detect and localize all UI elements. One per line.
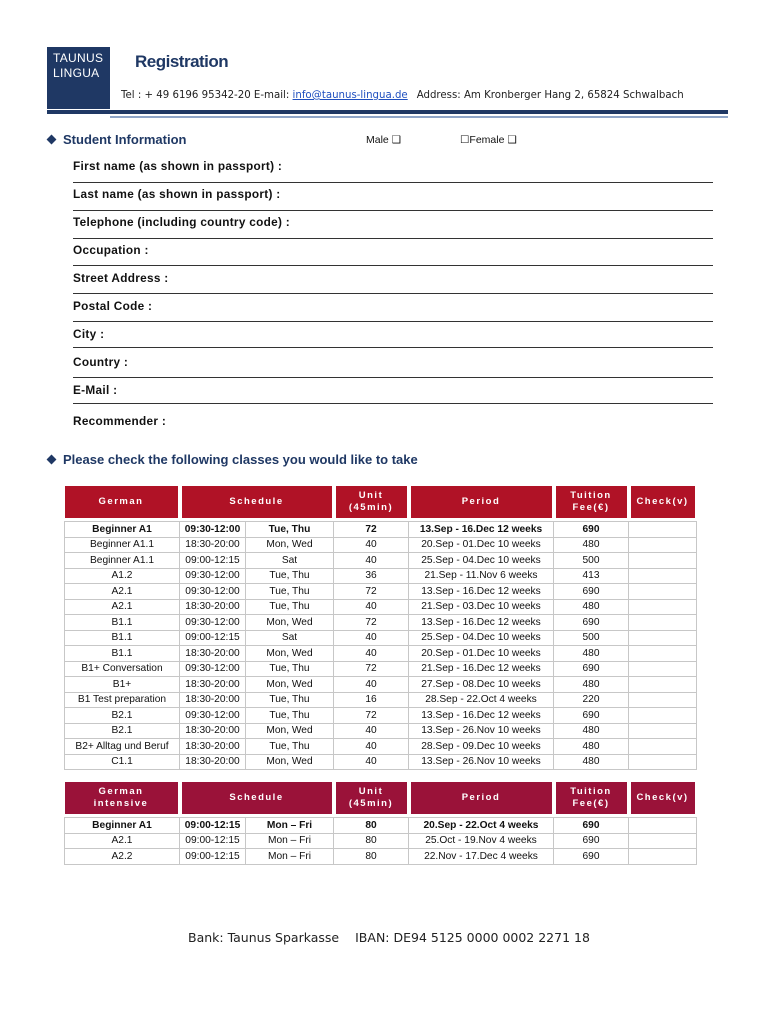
course-cell: Beginner A1.1 — [65, 537, 180, 553]
form-field-label: Last name (as shown in passport) : — [73, 187, 281, 201]
period-cell: 22.Nov - 17.Dec 4 weeks — [409, 849, 554, 865]
table-row — [65, 568, 697, 584]
table-row — [65, 754, 697, 770]
iban: IBAN: DE94 5125 0000 0002 2271 18 — [355, 930, 590, 945]
fee-cell: 480 — [554, 677, 629, 693]
fee-cell: 690 — [554, 522, 629, 538]
form-field-label: City : — [73, 327, 105, 341]
time-cell: 09:00-12:15 — [180, 553, 246, 569]
unit-cell: 72 — [334, 584, 409, 600]
form-field-label: Postal Code : — [73, 299, 153, 313]
days-cell: Tue, Thu — [246, 692, 334, 708]
period-cell: 28.Sep - 09.Dec 10 weeks — [409, 739, 554, 755]
time-cell: 09:30-12:00 — [180, 661, 246, 677]
form-field-label: Street Address : — [73, 271, 169, 285]
bank-name: Bank: Taunus Sparkasse — [188, 930, 340, 945]
header-check: Check(v) — [629, 782, 697, 814]
table-row — [65, 818, 697, 834]
course-cell: Beginner A1 — [65, 522, 180, 538]
form-field-label: Country : — [73, 355, 129, 369]
time-cell: 18:30-20:00 — [180, 754, 246, 770]
check-cell[interactable] — [629, 818, 697, 834]
student-info-heading — [48, 132, 187, 147]
unit-cell: 80 — [334, 849, 409, 865]
course-cell: B2+ Alltag und Beruf — [65, 739, 180, 755]
fee-cell: 480 — [554, 739, 629, 755]
period-cell: 25.Sep - 04.Dec 10 weeks — [409, 630, 554, 646]
unit-cell: 40 — [334, 739, 409, 755]
period-cell: 13.Sep - 16.Dec 12 weeks — [409, 584, 554, 600]
period-cell: 21.Sep - 03.Dec 10 weeks — [409, 599, 554, 615]
fee-cell: 690 — [554, 833, 629, 849]
table-row — [65, 849, 697, 865]
form-field-line[interactable] — [73, 403, 713, 404]
course-cell: B1 Test preparation — [65, 692, 180, 708]
table-row — [65, 833, 697, 849]
period-cell: 27.Sep - 08.Dec 10 weeks — [409, 677, 554, 693]
classes-heading — [48, 452, 418, 467]
classes-table — [64, 486, 699, 770]
period-cell: 21.Sep - 11.Nov 6 weeks — [409, 568, 554, 584]
fee-cell: 480 — [554, 646, 629, 662]
table-row — [65, 522, 697, 538]
period-cell: 28.Sep - 22.Oct 4 weeks — [409, 692, 554, 708]
check-cell[interactable] — [629, 692, 697, 708]
telephone-text: Tel : + 49 6196 95342-20 E-mail: — [121, 90, 293, 101]
check-cell[interactable] — [629, 723, 697, 739]
check-cell[interactable] — [629, 615, 697, 631]
days-cell: Tue, Thu — [246, 661, 334, 677]
days-cell: Mon, Wed — [246, 537, 334, 553]
time-cell: 09:30-12:00 — [180, 584, 246, 600]
fee-cell: 690 — [554, 849, 629, 865]
check-cell[interactable] — [629, 739, 697, 755]
male-checkbox[interactable]: Male ❑ — [366, 134, 402, 146]
check-cell[interactable] — [629, 677, 697, 693]
table-row — [65, 615, 697, 631]
bank-info — [188, 930, 590, 945]
table-row — [65, 584, 697, 600]
table-row — [65, 553, 697, 569]
form-field-label: Telephone (including country code) : — [73, 215, 291, 229]
unit-cell: 40 — [334, 630, 409, 646]
header-period: Period — [409, 782, 554, 814]
time-cell: 18:30-20:00 — [180, 599, 246, 615]
check-cell[interactable] — [629, 599, 697, 615]
check-cell[interactable] — [629, 754, 697, 770]
fee-cell: 480 — [554, 723, 629, 739]
form-field-label: First name (as shown in passport) : — [73, 159, 283, 173]
period-cell: 20.Sep - 22.Oct 4 weeks — [409, 818, 554, 834]
time-cell: 18:30-20:00 — [180, 739, 246, 755]
days-cell: Mon – Fri — [246, 849, 334, 865]
fee-cell: 690 — [554, 615, 629, 631]
header-period: Period — [409, 486, 554, 518]
form-field-line[interactable] — [73, 265, 713, 266]
form-field-line[interactable] — [73, 347, 713, 348]
unit-cell: 40 — [334, 599, 409, 615]
header-divider-thin — [110, 116, 728, 118]
course-cell: Beginner A1.1 — [65, 553, 180, 569]
intensive-classes-table — [64, 782, 699, 865]
student-info-heading-text: Student Information — [63, 132, 187, 147]
check-cell[interactable] — [629, 537, 697, 553]
table-row — [65, 739, 697, 755]
period-cell: 13.Sep - 26.Nov 10 weeks — [409, 723, 554, 739]
unit-cell: 40 — [334, 646, 409, 662]
time-cell: 18:30-20:00 — [180, 646, 246, 662]
period-cell: 21.Sep - 16.Dec 12 weeks — [409, 661, 554, 677]
contact-line — [121, 90, 684, 101]
check-cell[interactable] — [629, 849, 697, 865]
header-schedule: Schedule — [180, 782, 334, 814]
days-cell: Tue, Thu — [246, 522, 334, 538]
form-field-line[interactable] — [73, 182, 713, 183]
unit-cell: 40 — [334, 754, 409, 770]
header-course: German — [65, 486, 180, 518]
check-cell[interactable] — [629, 630, 697, 646]
form-field-label: E-Mail : — [73, 383, 118, 397]
unit-cell: 80 — [334, 818, 409, 834]
logo — [47, 47, 110, 109]
form-field-label: Occupation : — [73, 243, 149, 257]
unit-cell: 80 — [334, 833, 409, 849]
fee-cell: 500 — [554, 553, 629, 569]
page-title: Registration — [135, 52, 229, 71]
table-header-row — [65, 782, 697, 814]
form-field-line[interactable] — [73, 238, 713, 239]
unit-cell: 72 — [334, 661, 409, 677]
fee-cell: 690 — [554, 708, 629, 724]
fee-cell: 690 — [554, 661, 629, 677]
logo-line-2: LINGUA — [53, 66, 100, 80]
unit-cell: 40 — [334, 723, 409, 739]
check-cell[interactable] — [629, 661, 697, 677]
period-cell: 13.Sep - 16.Dec 12 weeks — [409, 708, 554, 724]
form-field-line[interactable] — [73, 321, 713, 322]
days-cell: Mon, Wed — [246, 677, 334, 693]
course-cell: A2.1 — [65, 599, 180, 615]
time-cell: 09:30-12:00 — [180, 708, 246, 724]
unit-cell: 40 — [334, 677, 409, 693]
unit-cell: 40 — [334, 537, 409, 553]
period-cell: 25.Oct - 19.Nov 4 weeks — [409, 833, 554, 849]
address-text: Address: Am Kronberger Hang 2, 65824 Schwalbach — [416, 90, 684, 101]
course-cell: A1.2 — [65, 568, 180, 584]
days-cell: Tue, Thu — [246, 599, 334, 615]
table-row — [65, 677, 697, 693]
check-cell[interactable] — [629, 833, 697, 849]
course-cell: C1.1 — [65, 754, 180, 770]
course-cell: Beginner A1 — [65, 818, 180, 834]
unit-cell: 16 — [334, 692, 409, 708]
days-cell: Tue, Thu — [246, 568, 334, 584]
course-cell: B2.1 — [65, 708, 180, 724]
fee-cell: 690 — [554, 584, 629, 600]
check-cell[interactable] — [629, 522, 697, 538]
days-cell: Mon, Wed — [246, 646, 334, 662]
fee-cell: 220 — [554, 692, 629, 708]
table-row — [65, 630, 697, 646]
check-cell[interactable] — [629, 553, 697, 569]
time-cell: 18:30-20:00 — [180, 723, 246, 739]
course-cell: B1.1 — [65, 646, 180, 662]
time-cell: 09:00-12:15 — [180, 849, 246, 865]
diamond-bullet-icon — [47, 135, 57, 145]
header-check: Check(v) — [629, 486, 697, 518]
check-cell[interactable] — [629, 568, 697, 584]
period-cell: 13.Sep - 16.Dec 12 weeks — [409, 522, 554, 538]
header-schedule: Schedule — [180, 486, 334, 518]
time-cell: 09:30-12:00 — [180, 615, 246, 631]
course-cell: B1.1 — [65, 630, 180, 646]
fee-cell: 480 — [554, 537, 629, 553]
days-cell: Mon, Wed — [246, 723, 334, 739]
header-fee: Tuition Fee(€) — [554, 486, 629, 518]
table-row — [65, 723, 697, 739]
table-row — [65, 646, 697, 662]
time-cell: 09:30-12:00 — [180, 522, 246, 538]
time-cell: 18:30-20:00 — [180, 537, 246, 553]
days-cell: Mon – Fri — [246, 818, 334, 834]
course-cell: A2.1 — [65, 833, 180, 849]
fee-cell: 413 — [554, 568, 629, 584]
fee-cell: 500 — [554, 630, 629, 646]
days-cell: Tue, Thu — [246, 584, 334, 600]
days-cell: Mon – Fri — [246, 833, 334, 849]
table-row — [65, 692, 697, 708]
days-cell: Tue, Thu — [246, 739, 334, 755]
female-checkbox[interactable]: ☐Female ❑ — [460, 134, 517, 146]
unit-cell: 72 — [334, 522, 409, 538]
time-cell: 09:00-12:15 — [180, 833, 246, 849]
days-cell: Mon, Wed — [246, 754, 334, 770]
table-row — [65, 537, 697, 553]
header-course: German intensive — [65, 782, 180, 814]
course-cell: A2.2 — [65, 849, 180, 865]
diamond-bullet-icon — [47, 455, 57, 465]
period-cell: 20.Sep - 01.Dec 10 weeks — [409, 646, 554, 662]
course-cell: B2.1 — [65, 723, 180, 739]
check-cell[interactable] — [629, 708, 697, 724]
classes-heading-text: Please check the following classes you would like to take — [63, 452, 418, 467]
fee-cell: 480 — [554, 599, 629, 615]
course-cell: B1+ Conversation — [65, 661, 180, 677]
logo-line-1: TAUNUS — [53, 51, 104, 65]
unit-cell: 72 — [334, 615, 409, 631]
form-field-line[interactable] — [73, 377, 713, 378]
period-cell: 13.Sep - 16.Dec 12 weeks — [409, 615, 554, 631]
check-cell[interactable] — [629, 646, 697, 662]
days-cell: Mon, Wed — [246, 615, 334, 631]
form-field-line[interactable] — [73, 293, 713, 294]
time-cell: 09:00-12:15 — [180, 818, 246, 834]
table-row — [65, 661, 697, 677]
check-cell[interactable] — [629, 584, 697, 600]
days-cell: Sat — [246, 630, 334, 646]
time-cell: 09:00-12:15 — [180, 630, 246, 646]
time-cell: 18:30-20:00 — [180, 692, 246, 708]
course-cell: B1+ — [65, 677, 180, 693]
course-cell: A2.1 — [65, 584, 180, 600]
header-unit: Unit (45min) — [334, 782, 409, 814]
period-cell: 25.Sep - 04.Dec 10 weeks — [409, 553, 554, 569]
unit-cell: 72 — [334, 708, 409, 724]
fee-cell: 690 — [554, 818, 629, 834]
header-unit: Unit (45min) — [334, 486, 409, 518]
table-row — [65, 599, 697, 615]
time-cell: 09:30-12:00 — [180, 568, 246, 584]
unit-cell: 36 — [334, 568, 409, 584]
header-divider — [47, 110, 728, 114]
time-cell: 18:30-20:00 — [180, 677, 246, 693]
form-field-line[interactable] — [73, 210, 713, 211]
days-cell: Sat — [246, 553, 334, 569]
header-fee: Tuition Fee(€) — [554, 782, 629, 814]
fee-cell: 480 — [554, 754, 629, 770]
period-cell: 20.Sep - 01.Dec 10 weeks — [409, 537, 554, 553]
period-cell: 13.Sep - 26.Nov 10 weeks — [409, 754, 554, 770]
course-cell: B1.1 — [65, 615, 180, 631]
table-row — [65, 708, 697, 724]
unit-cell: 40 — [334, 553, 409, 569]
days-cell: Tue, Thu — [246, 708, 334, 724]
form-field-label: Recommender : — [73, 414, 167, 428]
email-link[interactable]: info@taunus-lingua.de — [292, 90, 408, 101]
table-header-row — [65, 486, 697, 518]
